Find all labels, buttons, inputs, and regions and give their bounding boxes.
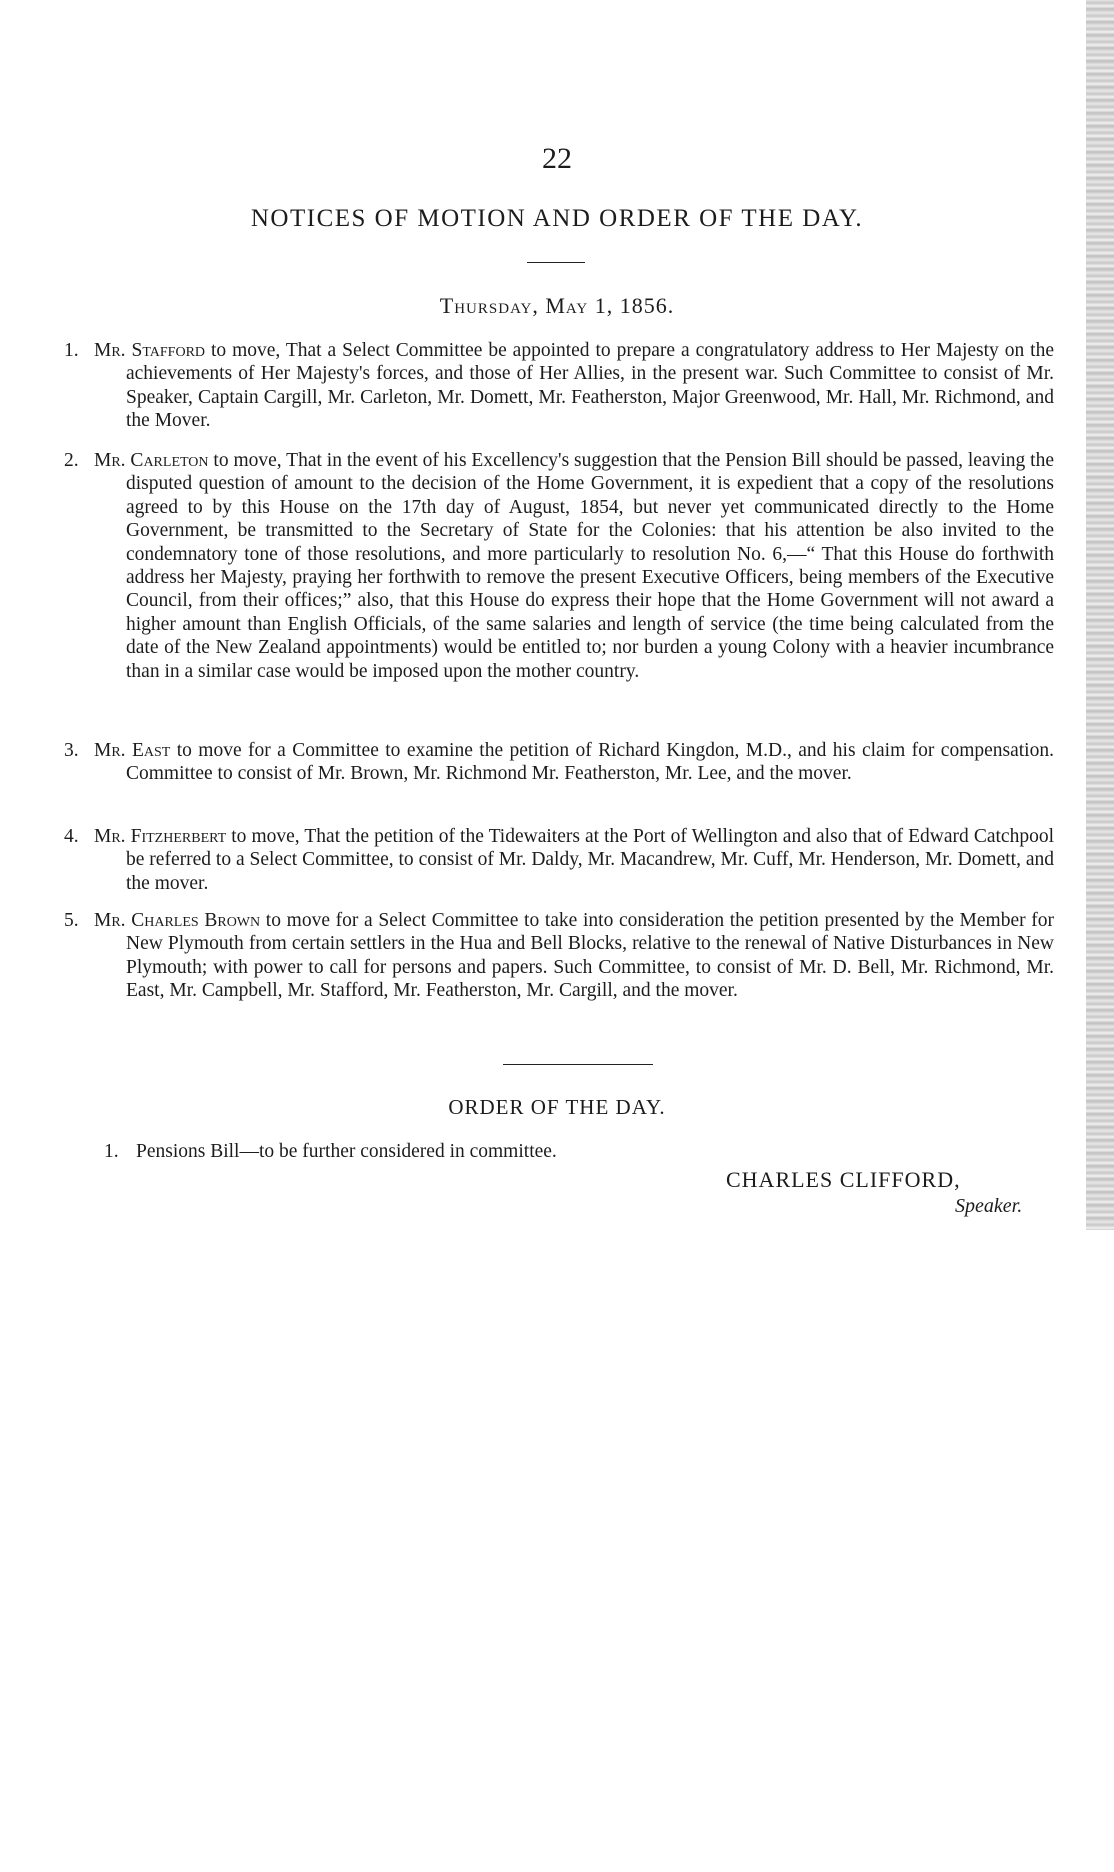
- signature-name: CHARLES CLIFFORD,: [726, 1167, 961, 1192]
- order-item: [104, 1141, 557, 1163]
- motion-text: to move for a Committee to examine the petition of Richard Kingdon, M.D., and his claim for compensation. Committee to consist of Mr. Brown, Mr. Richmond Mr. Featherston, Mr. Lee, and the mover.: [126, 740, 1054, 785]
- sitting-date: Thursday, May 1, 1856.: [439, 293, 675, 318]
- motion-number: 1.: [64, 340, 79, 361]
- order-text: Pensions Bill—to be further considered in committee.: [136, 1141, 557, 1162]
- scanned-page-edge: [1086, 0, 1114, 1230]
- order-number: 1.: [104, 1141, 119, 1162]
- motion-text: to move, That a Select Committee be appointed to prepare a congratulatory address to Her Majesty on the achievements of Her Majesty's forces, and those of Her Allies, in the present war. Such Committee to consist of Mr. Speaker, Captain Cargill, Mr. Carleton, Mr. Domett, Mr. Featherston, Major Greenwood, Mr. Hall, Mr. Richmond, and the Mover.: [126, 340, 1054, 432]
- motion-member: Mr. East: [94, 740, 171, 761]
- order-heading: ORDER OF THE DAY.: [448, 1095, 666, 1119]
- motion-member: Mr. Carleton: [94, 450, 209, 471]
- motion-item: [64, 739, 1054, 786]
- motion-member: Mr. Charles Brown: [94, 910, 261, 931]
- motion-member: Mr. Fitzherbert: [94, 826, 227, 847]
- motion-number: 3.: [64, 740, 79, 761]
- motion-number: 2.: [64, 450, 79, 471]
- page-title: NOTICES OF MOTION AND ORDER OF THE DAY.: [250, 205, 864, 232]
- page-number: 22: [542, 142, 572, 175]
- motion-text: to move for a Select Committee to take into consideration the petition presented by the Member for New Plymouth from certain settlers in the Hua and Bell Blocks, relative to the renewal of Native Disturbances in New Plymouth; with power to call for persons and papers. Such Committee, to consist of Mr. D. Bell, Mr. Richmond, Mr. East, Mr. Campbell, Mr. Stafford, Mr. Featherston, Mr. Cargill, and the mover.: [126, 910, 1054, 1002]
- title-divider: [527, 262, 585, 263]
- motion-number: 4.: [64, 826, 79, 847]
- motion-item: [64, 339, 1054, 433]
- section-divider: [503, 1064, 653, 1065]
- motion-item: [64, 909, 1054, 1003]
- motion-member: Mr. Stafford: [94, 340, 206, 361]
- motion-number: 5.: [64, 910, 79, 931]
- motion-item: [64, 449, 1054, 683]
- motion-item: [64, 825, 1054, 895]
- motion-text: to move, That in the event of his Excellency's suggestion that the Pension Bill should be passed, leaving the disputed question of amount to the decision of the Home Government, it is expedient that a copy of the resolutions agreed to by this House on the 17th day of August, 1854, but never yet communicated directly to the Home Government, be transmitted to the Secretary of State for the Colonies: that his attention be also invited to the condemnatory tone of those resolutions, and more particularly to resolution No. 6,—“ That this House do forthwith address her Majesty, praying her forthwith to remove the present Executive Officers, being members of the Executive Council, from their offices;” also, that this House do express their hope that the Home Government will not award a higher amount than English Officials, of the same salaries and length of service (the time being calculated from the date of the New Zealand appointments) would be entitled to; nor burden a young Colony with a heavier incumbrance than in a similar case would be imposed upon the mother country.: [126, 450, 1054, 682]
- signature-role: Speaker.: [955, 1195, 1023, 1217]
- motion-text: to move, That the petition of the Tidewaiters at the Port of Wellington and also that of Edward Catchpool be referred to a Select Committee, to consist of Mr. Daldy, Mr. Macandrew, Mr. Cuff, Mr. Henderson, Mr. Domett, and the mover.: [126, 826, 1054, 894]
